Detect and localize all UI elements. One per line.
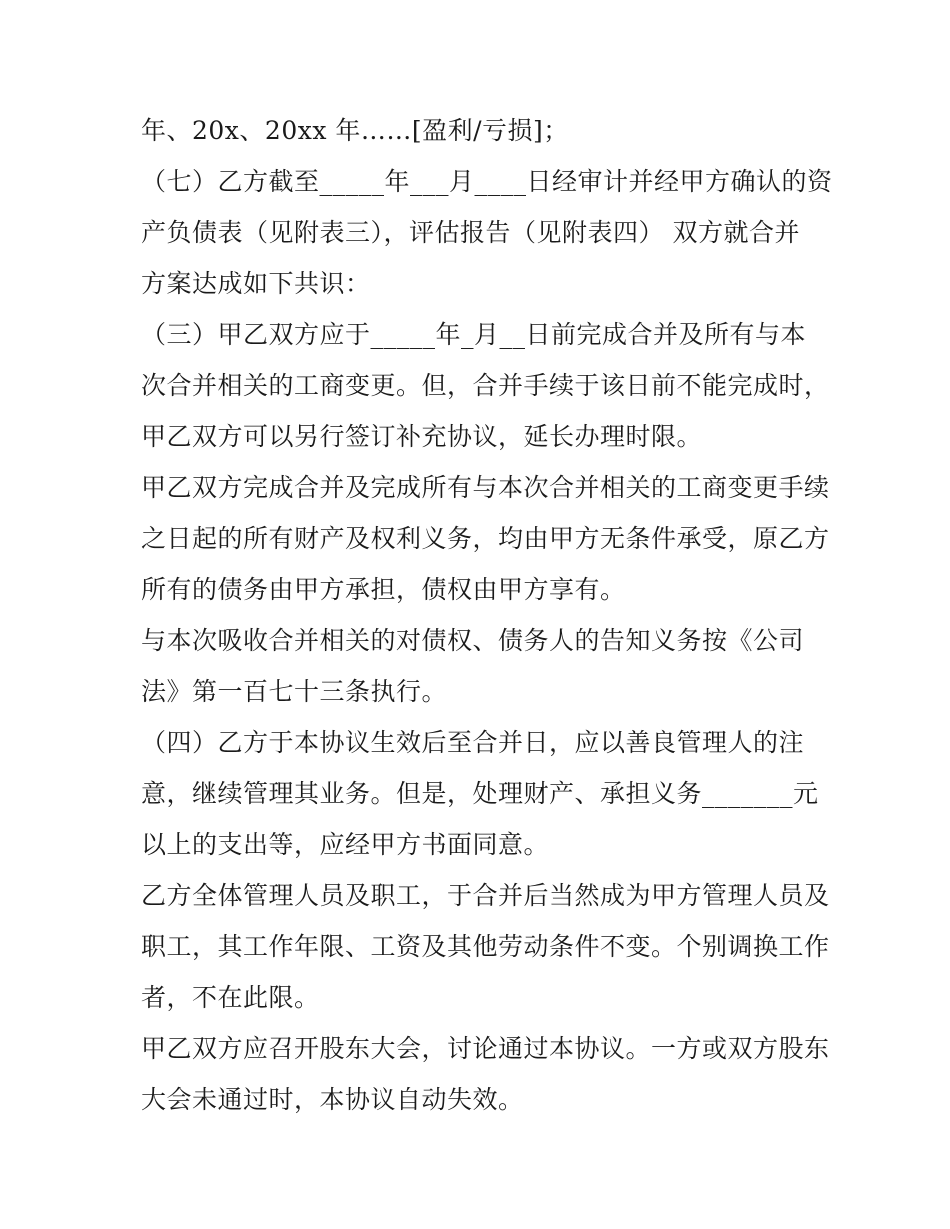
- text-line: （四）乙方于本协议生效后至合并日，应以善良管理人的注: [141, 728, 805, 757]
- text-line: 与本次吸收合并相关的对债权、债务人的告知义务按《公司: [141, 626, 805, 655]
- text-line: 大会未通过时，本协议自动失效。: [141, 1085, 524, 1114]
- text-line: 以上的支出等，应经甲方书面同意。: [141, 830, 550, 859]
- text-line: 意，继续管理其业务。但是，处理财产、承担义务_______元: [141, 779, 819, 808]
- document-body: [141, 105, 833, 1125]
- text-line: 甲乙双方应召开股东大会，讨论通过本协议。一方或双方股东: [141, 1034, 830, 1063]
- text-line: 者，不在此限。: [141, 983, 320, 1012]
- text-line: （七）乙方截至_____年___月____日经审计并经甲方确认的资: [141, 167, 833, 196]
- text-line: （三）甲乙双方应于_____年_月__日前完成合并及所有与本: [141, 320, 807, 349]
- text-line: 法》第一百七十三条执行。: [141, 677, 448, 706]
- text-line: 所有的债务由甲方承担，债权由甲方享有。: [141, 575, 626, 604]
- text-line: 甲乙双方可以另行签订补充协议，延长办理时限。: [141, 422, 703, 451]
- text-line: 之日起的所有财产及权利义务，均由甲方无条件承受，原乙方: [141, 524, 830, 553]
- text-line: 年、20x、20xx 年……[盈利/亏损]；: [141, 116, 569, 145]
- text-line: 产负债表（见附表三），评估报告（见附表四） 双方就合并: [141, 218, 800, 247]
- text-line: 次合并相关的工商变更。但，合并手续于该日前不能完成时，: [141, 371, 830, 400]
- text-line: 方案达成如下共识：: [141, 269, 371, 298]
- text-line: 甲乙双方完成合并及完成所有与本次合并相关的工商变更手续: [141, 473, 830, 502]
- text-line: 职工，其工作年限、工资及其他劳动条件不变。个别调换工作: [141, 932, 830, 961]
- text-line: 乙方全体管理人员及职工，于合并后当然成为甲方管理人员及: [141, 881, 830, 910]
